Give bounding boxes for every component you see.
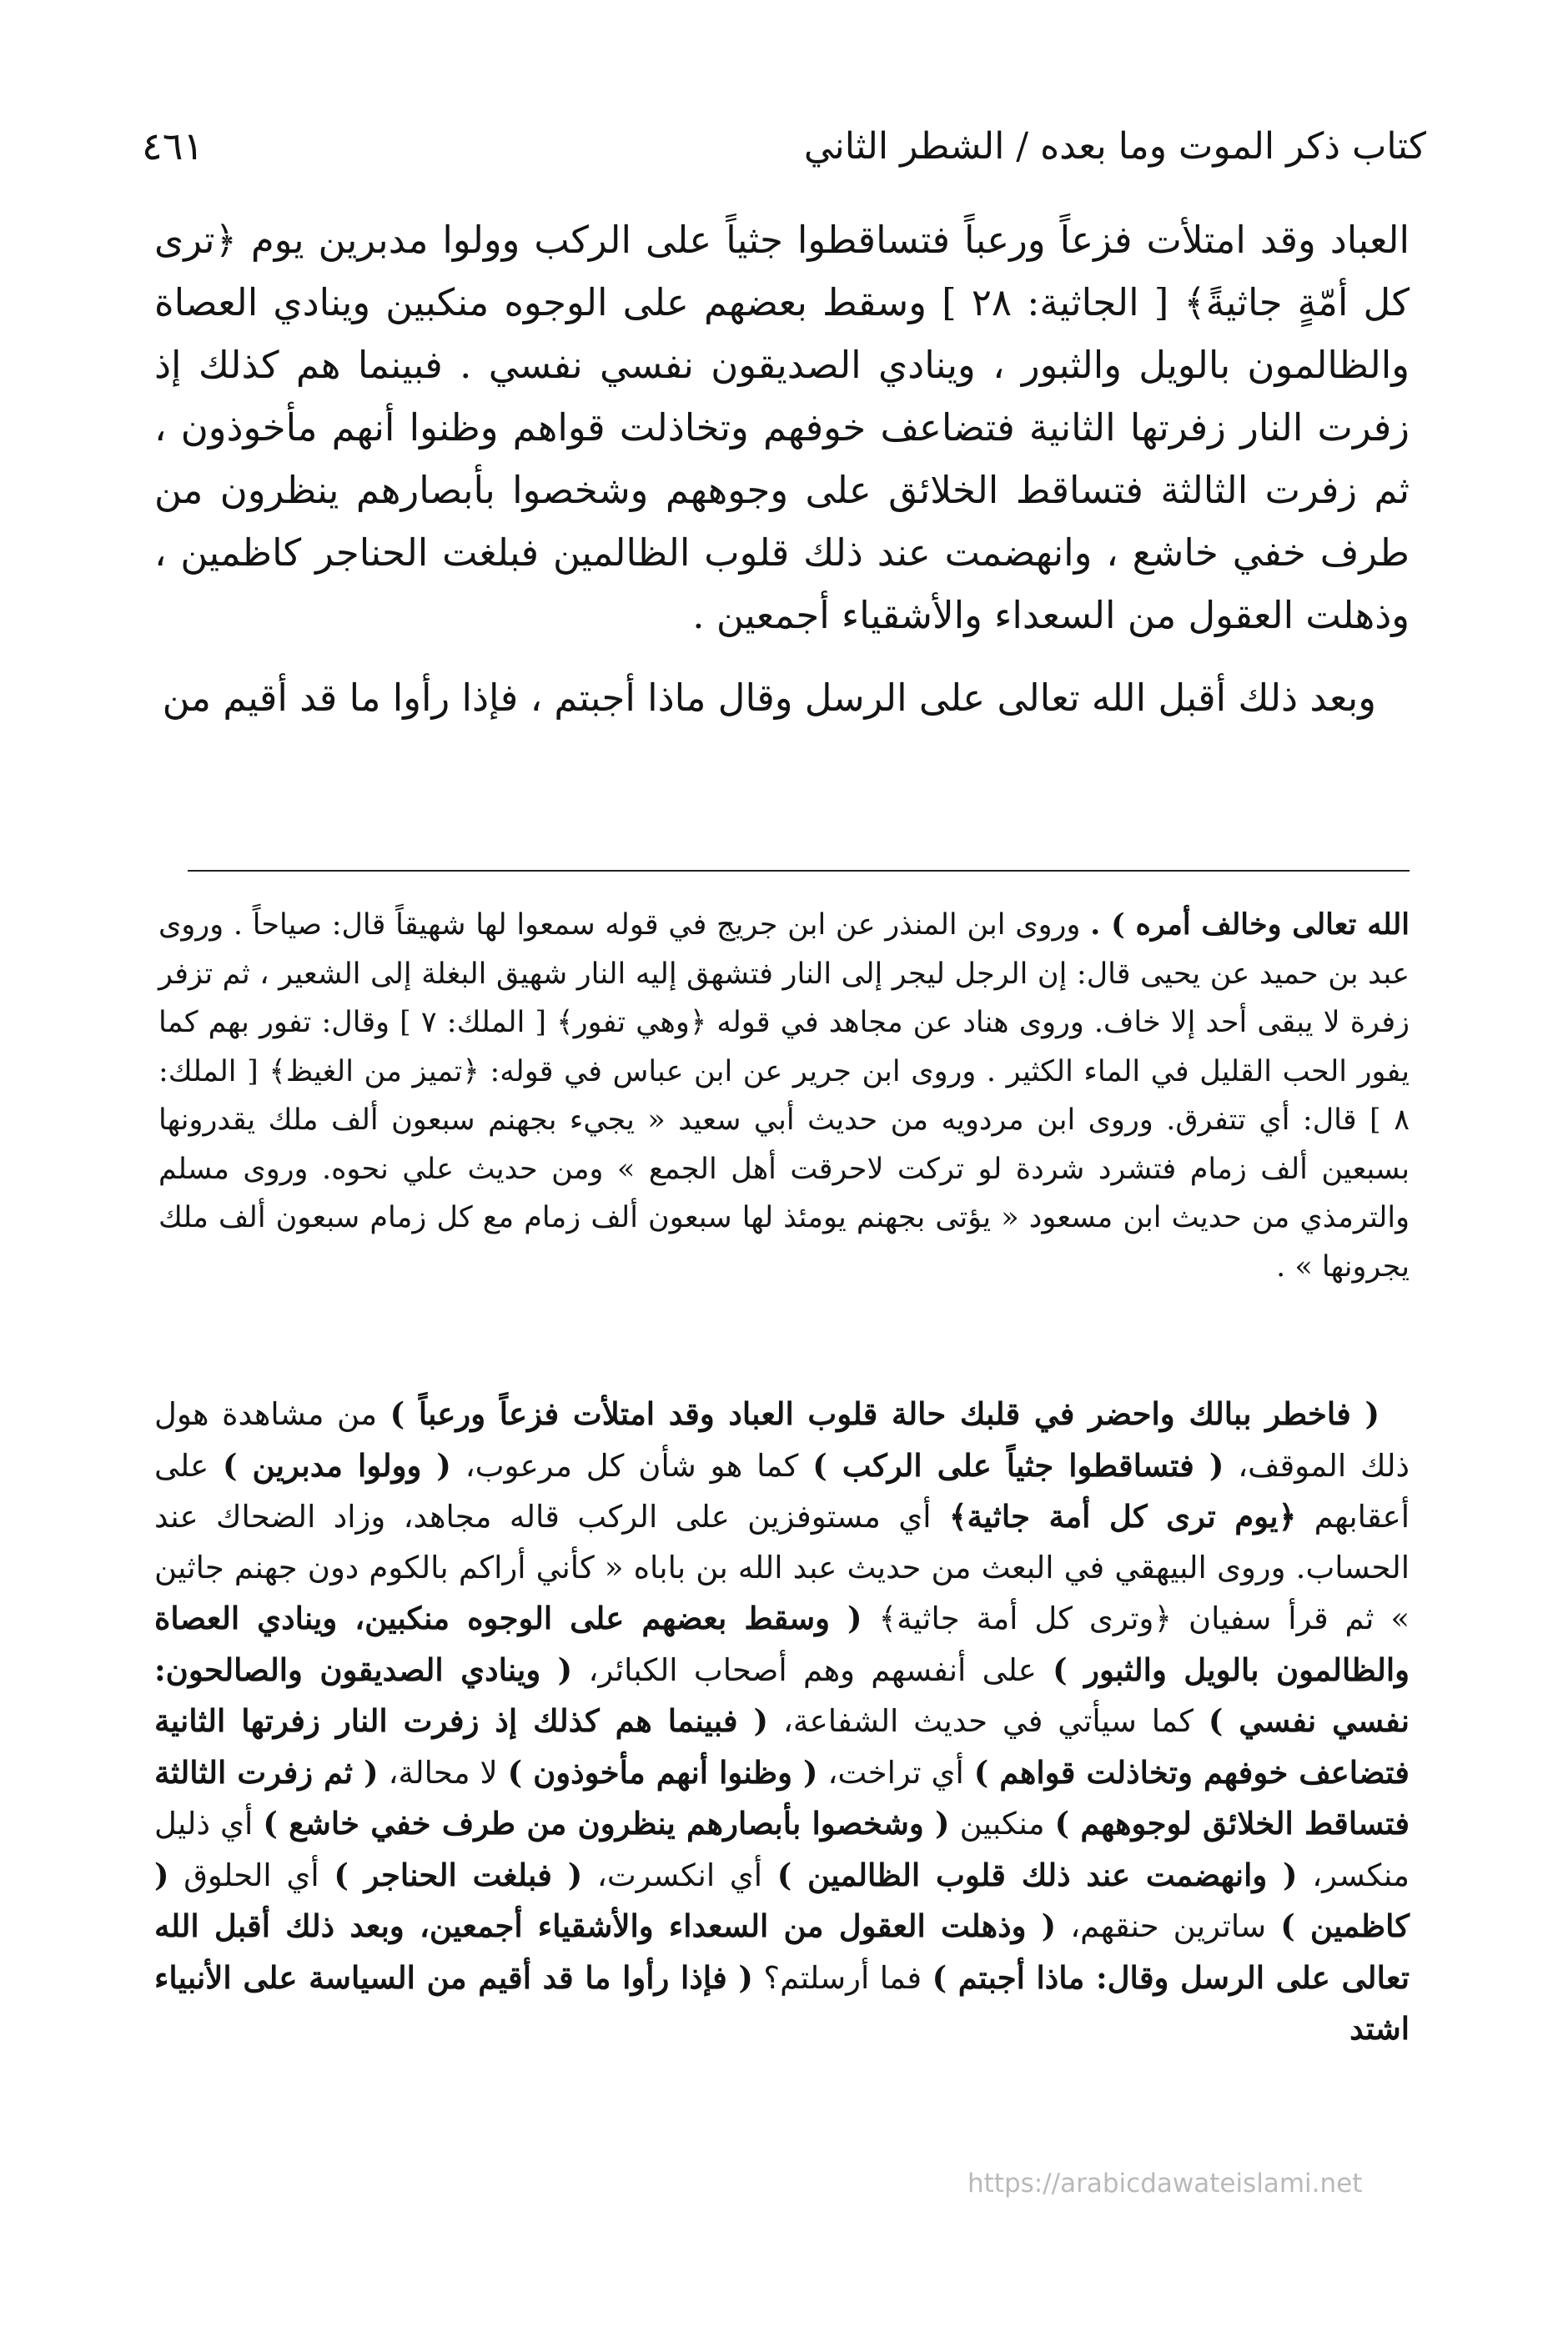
footnote-divider bbox=[188, 870, 1410, 872]
quoted-text: ( وولوا مدبرين ) bbox=[223, 1446, 451, 1484]
quoted-text: ( وينادي الصديقون والصالحون: نفسي نفسي ) bbox=[154, 1651, 1410, 1739]
quran-verse: ﴿يوم ترى كل أمة جاثية﴾ bbox=[948, 1498, 1297, 1535]
footnote-paragraph bbox=[158, 901, 1410, 1291]
commentary-text: من مشاهدة هول ذلك الموقف، bbox=[154, 1396, 1410, 1484]
running-title: كتاب ذكر الموت وما بعده / الشطر الثاني bbox=[803, 124, 1426, 168]
main-paragraph: وبعد ذلك أقبل الله تعالى على الرسل وقال ماذا أجبتم ، فإذا رأوا ما قد أقيم من bbox=[162, 676, 1376, 720]
quoted-text: ( كاظمين ) bbox=[154, 1856, 1410, 1944]
footnote-block bbox=[158, 901, 1410, 1291]
quoted-text: ( وذهلت العقول من السعداء والأشقياء أجمعين، وبعد ذلك أقبل الله تعالى على الرسل وقال: ماذا أجبتم ) bbox=[154, 1907, 1410, 1996]
commentary-text: أي انكسرت، bbox=[582, 1857, 777, 1893]
watermark-url: https://arabicdawateislami.net bbox=[967, 2169, 1363, 2199]
commentary-text: أي ذليل منكسر، bbox=[154, 1806, 1410, 1893]
quoted-text: ( وظنوا أنهم مأخوذون ) bbox=[507, 1753, 818, 1791]
page-header bbox=[142, 117, 1426, 175]
quoted-text: ( وانهضمت عند ذلك قلوب الظالمين ) bbox=[776, 1856, 1298, 1893]
quoted-text: ( وشخصوا بأبصارهم ينظرون من طرف خفي خاشع ) bbox=[263, 1805, 950, 1842]
quoted-text: ( فبينما هم كذلك إذ زفرت النار زفرتها الثانية فتضاعف خوفهم وتخاذلت قواهم ) bbox=[154, 1702, 1410, 1791]
commentary-text: أي الحلوق bbox=[168, 1857, 334, 1893]
quoted-text: ( فتساقطوا جثياً على الركب ) bbox=[812, 1446, 1224, 1484]
commentary-text: كما سيأتي في حديث الشفاعة، bbox=[768, 1703, 1209, 1739]
commentary-text: منكبين bbox=[949, 1806, 1055, 1842]
quoted-text: ( فاخطر ببالك واحضر في قلبك حالة قلوب العباد وقد امتلأت فزعاً ورعباً ) bbox=[389, 1395, 1380, 1432]
commentary-text: ساترين حنقهم، bbox=[1056, 1908, 1281, 1944]
commentary-text: كما هو شأن كل مرعوب، bbox=[450, 1447, 813, 1484]
commentary-block bbox=[154, 1389, 1410, 2055]
main-paragraph: العباد وقد امتلأت فزعاً ورعباً فتساقطوا جثياً على الركب وولوا مدبرين يوم ﴿ترى كل أمّةٍ جاثيةً﴾ [ الجاثية: ٢٨ ] وسقط بعضهم على الوجوه منكبين وينادي العصاة والظالمون بالويل والثبور ، وينادي الصديقون نفسي نفسي . فبينما هم كذلك إذ زفرت النار زفرتها الثانية فتضاعف خوفهم وتخاذلت قواهم وظنوا أنهم مأخوذون ، ثم زفرت الثالثة فتساقط الخلائق على وجوههم وشخصوا بأبصارهم ينظرون من طرف خفي خاشع ، وانهضمت عند ذلك قلوب الظالمين فبلغت الحناجر كاظمين ، وذهلت العقول من السعداء والأشقياء أجمعين . bbox=[154, 218, 1410, 637]
page-number: ٤٦١ bbox=[142, 123, 204, 168]
quoted-text: ( ثم زفرت الثالثة فتساقط الخلائق لوجوههم ) bbox=[154, 1753, 1410, 1842]
footnote-lead: الله تعالى وخالف أمره ) . bbox=[1090, 907, 1410, 942]
commentary-text: أي تراخت، bbox=[817, 1754, 974, 1791]
commentary-text: على أعقابهم bbox=[154, 1447, 1410, 1535]
commentary-paragraph bbox=[154, 1389, 1410, 2055]
commentary-text: فما أرسلتم؟ bbox=[752, 1959, 932, 1996]
footnote-text: وروى ابن المنذر عن ابن جريج في قوله سمعوا لها شهيقاً قال: صياحاً . وروى عبد بن حميد عن يحيى قال: إن الرجل ليجر إلى النار فتشهق إليه النار شهيق البغلة إلى الشعير ، ثم تزفر زفرة لا يبقى أحد إلا خاف. وروى هناد عن مجاهد في قوله ﴿وهي تفور﴾ [ الملك: ٧ ] وقال: تفور بهم كما يفور الحب القليل في الماء الكثير . وروى ابن جرير عن ابن عباس في قوله: ﴿تميز من الغيظ﴾ [ الملك: ٨ ] قال: أي تتفرق. وروى ابن مردويه من حديث أبي سعيد « يجيء بجهنم سبعون ألف ملك يقدرونها بسبعين ألف زمام فتشرد شردة لو تركت لاحرقت أهل الجمع » ومن حديث علي نحوه. وروى مسلم والترمذي من حديث ابن مسعود « يؤتى بجهنم يومئذ لها سبعون ألف زمام مع كل زمام سبعون ألف ملك يجرونها » . bbox=[158, 908, 1410, 1284]
quoted-text: ( فإذا رأوا ما قد أقيم من السياسة على الأنبياء اشتد bbox=[154, 1958, 1410, 2047]
commentary-text: أي مستوفزين على الركب قاله مجاهد، وزاد الضحاك عند الحساب. وروى البيهقي في البعث من حديث عبد الله بن باباه « كأني أراكم بالكوم دون جهنم جاثين » ثم قرأ سفيان ﴿وترى كل أمة جاثية﴾ bbox=[154, 1499, 1410, 1636]
quoted-text: ( وسقط بعضهم على الوجوه منكبين، وينادي العصاة والظالمون بالويل والثبور ) bbox=[154, 1600, 1410, 1688]
quoted-text: ( فبلغت الحناجر ) bbox=[334, 1856, 583, 1893]
commentary-text: على أنفسهم وهم أصحاب الكبائر، bbox=[572, 1651, 1053, 1688]
main-text bbox=[154, 209, 1410, 729]
commentary-text: لا محالة، bbox=[378, 1754, 508, 1791]
